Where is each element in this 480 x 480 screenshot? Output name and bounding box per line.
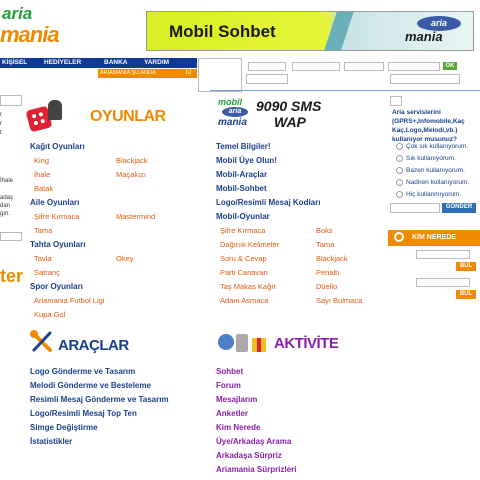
left-strip-text: r [0, 112, 2, 118]
kim-nerede-bul-button-1[interactable]: BUL [456, 262, 476, 271]
wap-mobil-uye-olun[interactable]: Mobil Üye Olun! [216, 156, 277, 165]
left-promo[interactable]: ter [0, 266, 24, 286]
game-futbol-ligi[interactable]: Ariamania Futbol Ligi [34, 296, 105, 305]
wap-logo-mania: mania [218, 117, 247, 128]
poll-option-3[interactable]: Bazen kullanıyorum. [406, 167, 465, 174]
header-field-4[interactable] [388, 62, 440, 71]
header-field-1[interactable] [248, 62, 286, 71]
arac-top-ten[interactable]: Logo/Resimli Mesaj Top Ten [30, 409, 137, 418]
wap-game-tama[interactable]: Tama [316, 240, 335, 249]
poll-radio-3[interactable] [396, 167, 403, 174]
tahta-oyunlari-title[interactable]: Tahta Oyunları [30, 240, 86, 249]
wap-title-line1: 9090 SMS [256, 98, 322, 114]
wap-logo-kodlari[interactable]: Logo/Resimli Mesaj Kodları [216, 198, 321, 207]
activity-icon [216, 328, 268, 356]
game-macakizi[interactable]: Maçakızı [116, 170, 147, 179]
aile-oyunlari-title[interactable]: Aile Oyunları [30, 198, 80, 207]
wap-game-sayi-bulmaca[interactable]: Sayı Bulmaca [316, 296, 363, 305]
banner-logo-mania: mania [405, 29, 443, 44]
game-tama[interactable]: Tama [34, 226, 53, 235]
header-field-6[interactable] [390, 74, 460, 84]
left-strip-text: adaş [0, 195, 14, 201]
nav-item-hediyeler[interactable]: HEDİYELER [44, 59, 82, 66]
poll-image-placeholder [390, 96, 402, 106]
oyunlar-heading: OYUNLAR [90, 108, 166, 125]
game-king[interactable]: King [34, 156, 50, 165]
mobil-sohbet-banner[interactable] [146, 11, 474, 51]
wap-logo-mobil: mobil [218, 97, 242, 107]
left-strip-box [0, 95, 22, 106]
nav-item-banka[interactable]: BANKA [104, 59, 128, 66]
aktivite-uye-arama[interactable]: Üye/Arkadaş Arama [216, 437, 292, 446]
wap-game-blackjack[interactable]: Blackjack [316, 254, 348, 263]
wap-game-boks[interactable]: Boks [316, 226, 333, 235]
poll-radio-1[interactable] [396, 143, 403, 150]
poll-radio-4[interactable] [396, 179, 403, 186]
logo-mania-text: mania [0, 22, 59, 47]
game-blackjack[interactable]: Blackjack [116, 156, 148, 165]
wap-mobil-oyunlar[interactable]: Mobil-Oyunlar [216, 212, 270, 221]
aktivite-anketler[interactable]: Anketler [216, 409, 249, 418]
aktivite-mesajlarim[interactable]: Mesajlarım [216, 395, 258, 404]
kagit-oyunlari-title[interactable]: Kağıt Oyunları [30, 142, 85, 151]
araclar-heading: ARAÇLAR [58, 337, 129, 354]
arac-resimli-mesaj[interactable]: Resimli Mesaj Gönderme ve Tasarım [30, 395, 169, 404]
left-strip-text: r [0, 121, 2, 127]
wap-game-duello[interactable]: Düello [316, 282, 338, 291]
poll-question: Aria servislerini (GPRS+,Infomobile,Kaç Kaç,Logo,Melodi,vb.) kullanıyor musunuz? [392, 109, 465, 143]
game-okey[interactable]: Okey [116, 254, 134, 263]
wap-game-tas-makas-kagit[interactable]: Taş Makas Kağıt [220, 282, 276, 291]
game-tavla[interactable]: Tavla [34, 254, 52, 263]
left-strip-text: dan [0, 203, 11, 209]
wap-logo-aria: aria [222, 107, 248, 117]
banner-logo-aria: aria [417, 16, 461, 31]
arac-melodi-gonderme[interactable]: Melodi Gönderme ve Besteleme [30, 381, 151, 390]
poll-option-1[interactable]: Çok sık kullanıyorum. [406, 143, 469, 150]
wap-game-adam-asmaca[interactable]: Adam Asmaca [220, 296, 269, 305]
left-strip-text: t [0, 130, 2, 136]
left-strip-text: gın. [0, 211, 11, 217]
spor-oyunlari-title[interactable]: Spor Oyunları [30, 282, 83, 291]
kim-nerede-header [388, 230, 480, 246]
ok-button[interactable]: OK [443, 62, 457, 70]
logo-aria-text: aria [2, 4, 33, 23]
header-divider [210, 90, 480, 91]
poll-radio-2[interactable] [396, 155, 403, 162]
poll-option-2[interactable]: Sık kullanıyorum. [406, 155, 456, 162]
kim-nerede-field-2[interactable] [416, 278, 470, 287]
aria-mania-logo[interactable] [0, 0, 60, 58]
aktivite-ariamania-surprizleri[interactable]: Ariamania Sürprizleri [216, 465, 297, 474]
kim-nerede-bul-button-2[interactable]: BUL [456, 290, 476, 299]
game-mastermind[interactable]: Mastermind [116, 212, 156, 221]
aktivite-heading: AKTİVİTE [274, 335, 339, 352]
game-sifre-kirmaca[interactable]: Şifre Kırmaca [34, 212, 80, 221]
arac-istatistikler[interactable]: İstatistikler [30, 437, 73, 446]
arac-simge-degistirme[interactable]: Simge Değiştirme [30, 423, 98, 432]
header-field-5[interactable] [246, 74, 288, 84]
banner-title: Mobil Sohbet [169, 22, 276, 41]
chess-icon [48, 100, 62, 120]
nav-item-kisisel[interactable]: KİŞİSEL [2, 59, 28, 66]
subnav-online[interactable]: ARIAMANIA ŞU ANDA [100, 70, 156, 76]
game-satranc[interactable]: Satranç [34, 268, 60, 277]
wap-mobil-araclar[interactable]: Mobil-Araçlar [216, 170, 268, 179]
game-ihale[interactable]: İhale [34, 170, 51, 179]
wap-title-line2: WAP [274, 114, 306, 130]
wap-temel-bilgiler[interactable]: Temel Bilgiler! [216, 142, 271, 151]
header-field-2[interactable] [292, 62, 340, 71]
aktivite-sohbet[interactable]: Sohbet [216, 367, 244, 376]
kim-nerede-title: KİM NEREDE [412, 234, 456, 241]
tools-icon [30, 330, 54, 354]
game-kupa-gol[interactable]: Kupa Gol [34, 310, 66, 319]
kim-nerede-field-1[interactable] [416, 250, 470, 259]
wap-mobil-sohbet[interactable]: Mobil-Sohbet [216, 184, 267, 193]
game-batak[interactable]: Batak [34, 184, 54, 193]
poll-option-5[interactable]: Hiç kullanmıyorum. [406, 191, 462, 198]
poll-results-field[interactable] [390, 203, 440, 213]
wap-game-sifre-kirmaca[interactable]: Şifre Kırmaca [220, 226, 266, 235]
header-image-placeholder [198, 58, 242, 92]
left-strip-text: İhale [0, 178, 14, 184]
poll-option-4[interactable]: Nadiren kullanıyorum. [406, 179, 470, 186]
left-strip-input[interactable] [0, 232, 22, 241]
sub-nav [98, 69, 197, 78]
main-nav [0, 58, 197, 68]
wap-game-soru-cevap[interactable]: Soru & Cevap [220, 254, 267, 263]
magnifier-icon [394, 232, 404, 242]
banner-stripe [319, 11, 356, 51]
wap-game-parti-canavari[interactable]: Parti Canavarı [220, 268, 268, 277]
aktivite-arkadasa-surpriz[interactable]: Arkadaşa Sürpriz [216, 451, 282, 460]
arac-logo-gonderme[interactable]: Logo Gönderme ve Tasarım [30, 367, 136, 376]
wap-game-penalti[interactable]: Penaltı [316, 268, 340, 277]
poll-radio-5[interactable] [396, 191, 403, 198]
aktivite-kim-nerede[interactable]: Kim Nerede [216, 423, 261, 432]
wap-game-daginik-kelimeler[interactable]: Dağınık Kelimeler [220, 240, 280, 249]
subnav-right[interactable]: Kİ [186, 70, 192, 76]
mobil-aria-mania-logo [216, 97, 252, 133]
poll-submit-button[interactable]: GÖNDER [442, 203, 476, 213]
banner-logo [405, 16, 461, 44]
header-field-3[interactable] [344, 62, 384, 71]
nav-item-yardim[interactable]: YARDIM [144, 59, 170, 66]
aktivite-forum[interactable]: Forum [216, 381, 241, 390]
